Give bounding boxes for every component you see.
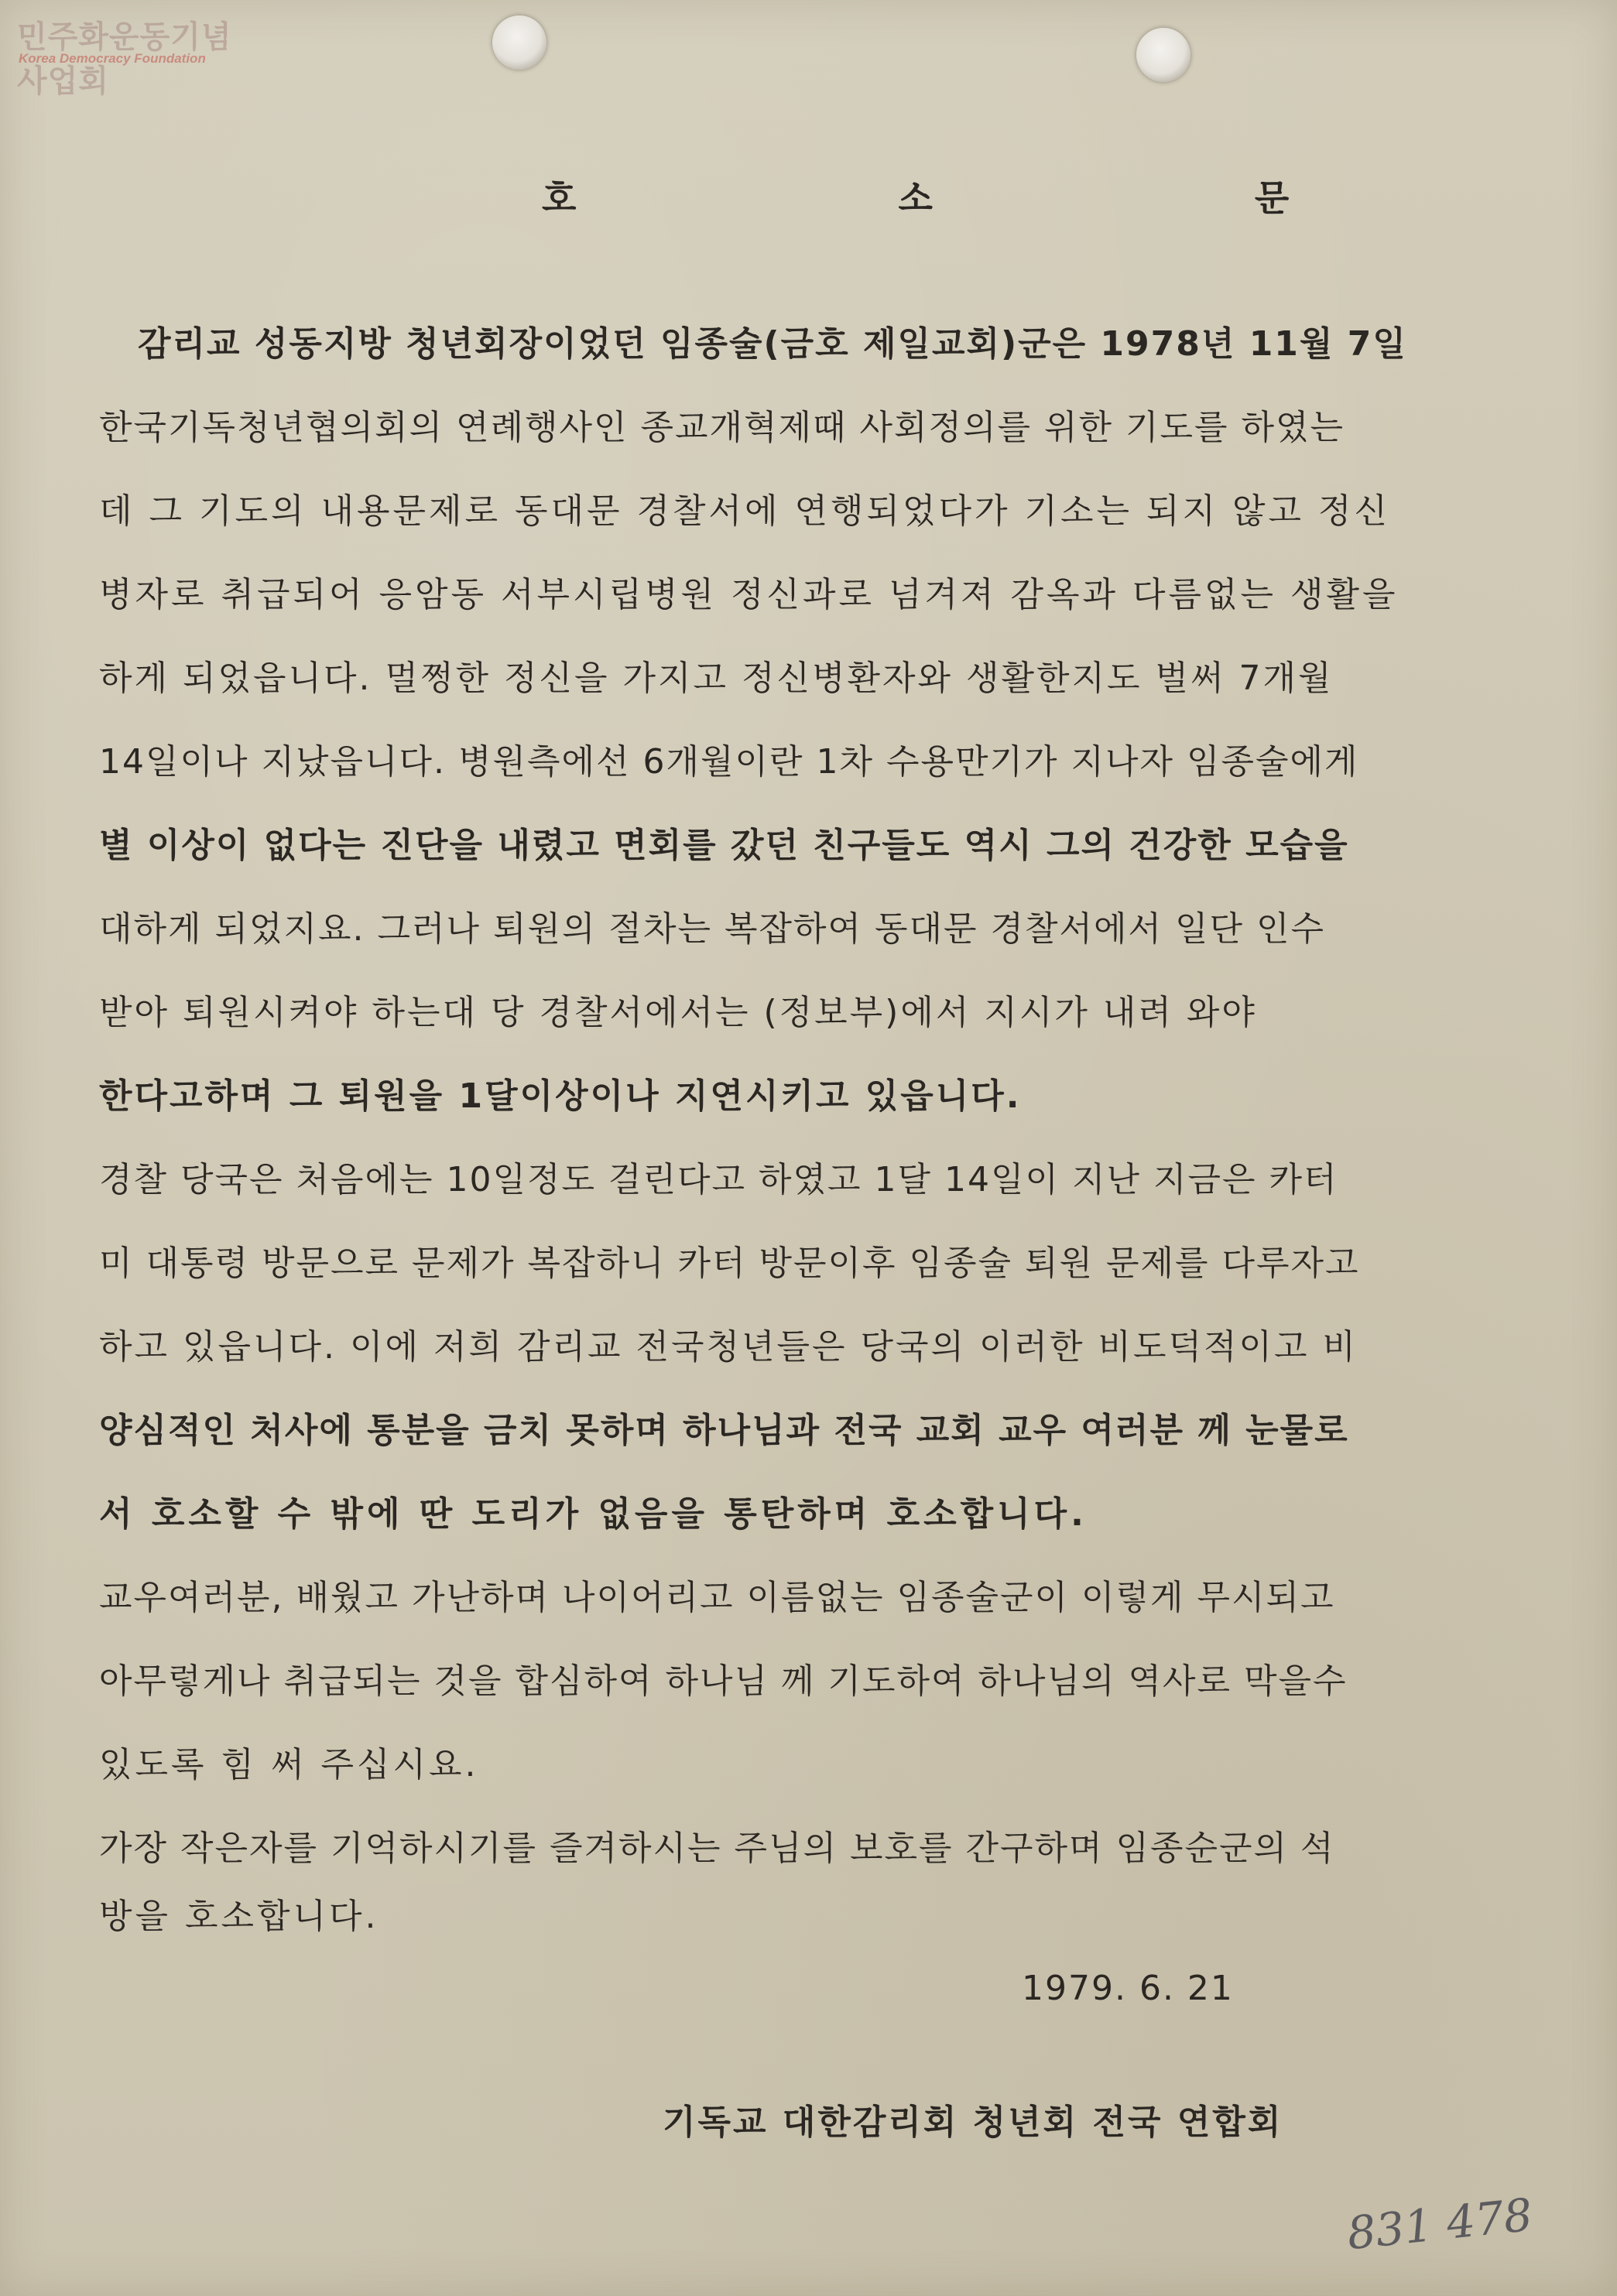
body-line-13: 하고 있읍니다. 이에 저희 감리교 전국청년들은 당국의 이러한 비도덕적이고 비 — [99, 1327, 1358, 1367]
body-line-8: 대하게 되었지요. 그러나 퇴원의 절차는 복잡하여 동대문 경찰서에서 일단 인수 — [99, 909, 1325, 949]
body-line-19: 가장 작은자를 기억하시기를 즐겨하시는 주님의 보호를 간구하며 임종순군의 석 — [99, 1829, 1335, 1868]
punch-hole-right — [1136, 28, 1190, 82]
body-line-7: 별 이상이 없다는 진단을 내렸고 면회를 갔던 친구들도 역시 그의 건강한 모습을 — [99, 826, 1349, 865]
body-line-14: 양심적인 처사에 통분을 금치 못하며 하나님과 전국 교회 교우 여러분 께 눈물로 — [99, 1411, 1349, 1450]
body-line-18: 있도록 힘 써 주십시요. — [99, 1745, 479, 1784]
body-line-11: 경찰 당국은 처음에는 10일정도 걸린다고 하였고 1달 14일이 지난 지금은 카터 — [99, 1160, 1338, 1199]
handwritten-archive-number: 831 478 — [1345, 2188, 1535, 2260]
document-title: 호 소 문 — [542, 177, 1444, 219]
body-line-4: 병자로 취급되어 응암동 서부시립병원 정신과로 넘겨져 감옥과 다름없는 생활을 — [99, 575, 1399, 614]
body-line-5: 하게 되었읍니다. 멀쩡한 정신을 가지고 정신병환자와 생활한지도 벌써 7개월 — [99, 659, 1334, 698]
body-line-12: 미 대통령 방문으로 문제가 복잡하니 카터 방문이후 임종술 퇴원 문제를 다루자고 — [99, 1244, 1360, 1283]
body-line-6: 14일이나 지났읍니다. 병원측에선 6개월이란 1차 수용만기가 지나자 임종술에게 — [99, 742, 1359, 782]
body-line-15: 서 호소할 수 밖에 딴 도리가 없음을 통탄하며 호소합니다. — [99, 1494, 1088, 1534]
foundation-watermark-logo — [17, 12, 242, 99]
body-line-2: 한국기독청년협의회의 연례행사인 종교개혁제때 사회정의를 위한 기도를 하였는 — [99, 408, 1345, 447]
document-date: 1979. 6. 21 — [1022, 1969, 1234, 2008]
body-line-16: 교우여러분, 배웠고 가난하며 나이어리고 이름없는 임종술군이 이렇게 무시되고 — [99, 1578, 1335, 1617]
organization-signature: 기독교 대한감리회 청년회 전국 연합회 — [663, 2103, 1283, 2142]
watermark-english-name: Korea Democracy Foundation — [19, 51, 206, 66]
punch-hole-left — [492, 15, 546, 70]
body-line-1: 감리교 성동지방 청년회장이었던 임종술(금호 제일교회)군은 1978년 11월 7일 — [138, 324, 1407, 364]
watermark-korean-name: 민주화운동기념사업회 — [17, 19, 232, 99]
body-line-17: 아무렇게나 취급되는 것을 합심하여 하나님 께 기도하여 하나님의 역사로 막을수 — [99, 1661, 1348, 1701]
body-line-20: 방을 호소합니다. — [99, 1897, 379, 1936]
body-line-9: 받아 퇴원시켜야 하는대 당 경찰서에서는 (정보부)에서 지시가 내려 와야 — [99, 993, 1257, 1032]
body-line-3: 데 그 기도의 내용문제로 동대문 경찰서에 연행되었다가 기소는 되지 않고 정신 — [99, 491, 1390, 531]
body-line-10: 한다고하며 그 퇴원을 1달이상이나 지연시키고 있읍니다. — [99, 1076, 1022, 1116]
